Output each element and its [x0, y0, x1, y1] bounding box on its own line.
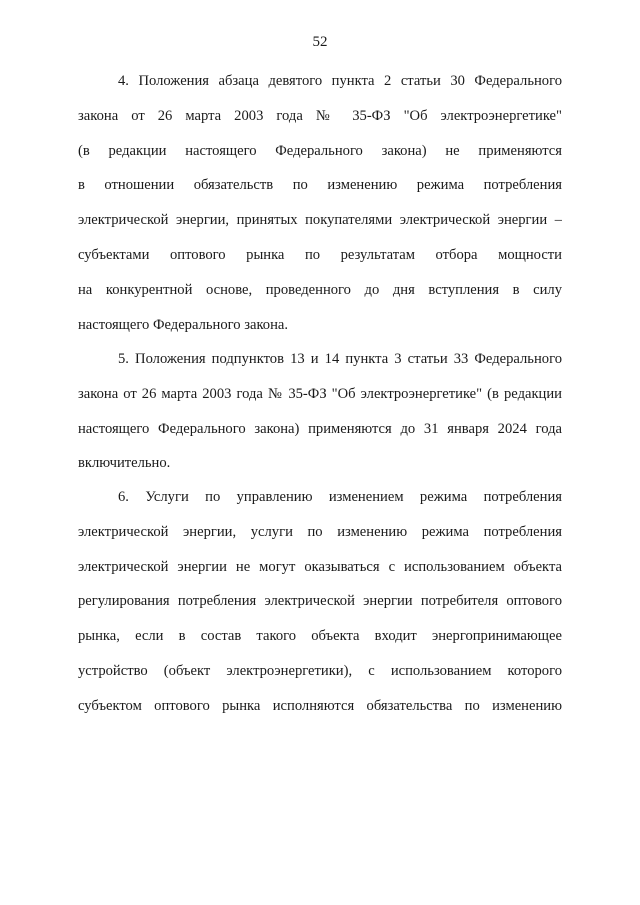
text-line: 4. Положения абзаца девятого пункта 2 статьи 30 Федерального	[118, 73, 562, 89]
page-number: 52	[312, 34, 328, 50]
text-line: закона от 26 марта 2003 года № 35-ФЗ "Об электроэнергетике"	[78, 107, 562, 124]
text-line: электрической энергии не могут оказываться с использованием объекта	[78, 558, 562, 575]
text-line: 5. Положения подпунктов 13 и 14 пункта 3 статьи 33 Федерального	[118, 351, 562, 367]
text-line: (в редакции настоящего Федерального закона) не применяются	[78, 142, 562, 159]
text-line: в отношении обязательств по изменению режима потребления	[78, 177, 562, 194]
text-line: регулирования потребления электрической энергии потребителя оптового	[78, 593, 562, 610]
text-line: на конкурентной основе, проведенного до дня вступления в силу	[78, 281, 562, 298]
text-line: электрической энергии, услуги по изменению режима потребления	[78, 523, 562, 540]
paragraph-4	[78, 64, 562, 342]
text-line: 6. Услуги по управлению изменением режима потребления	[118, 489, 562, 505]
text-line: включительно.	[78, 455, 171, 472]
text-line: рынка, если в состав такого объекта входит энергопринимающее	[78, 628, 562, 645]
text-line: субъектом оптового рынка исполняются обязательства по изменению	[78, 697, 562, 714]
text-line: субъектами оптового рынка по результатам отбора мощности	[78, 246, 562, 263]
text-line: устройство (объект электроэнергетики), с использованием которого	[78, 662, 562, 679]
paragraph-5	[78, 342, 562, 481]
paragraph-6	[78, 480, 562, 724]
text-line: настоящего Федерального закона) применяются до 31 января 2024 года	[78, 420, 562, 437]
text-line: электрической энергии, принятых покупателями электрической энергии –	[78, 212, 562, 229]
text-line: настоящего Федерального закона.	[78, 316, 289, 333]
text-line: закона от 26 марта 2003 года № 35-ФЗ "Об электроэнергетике" (в редакции	[78, 385, 562, 402]
